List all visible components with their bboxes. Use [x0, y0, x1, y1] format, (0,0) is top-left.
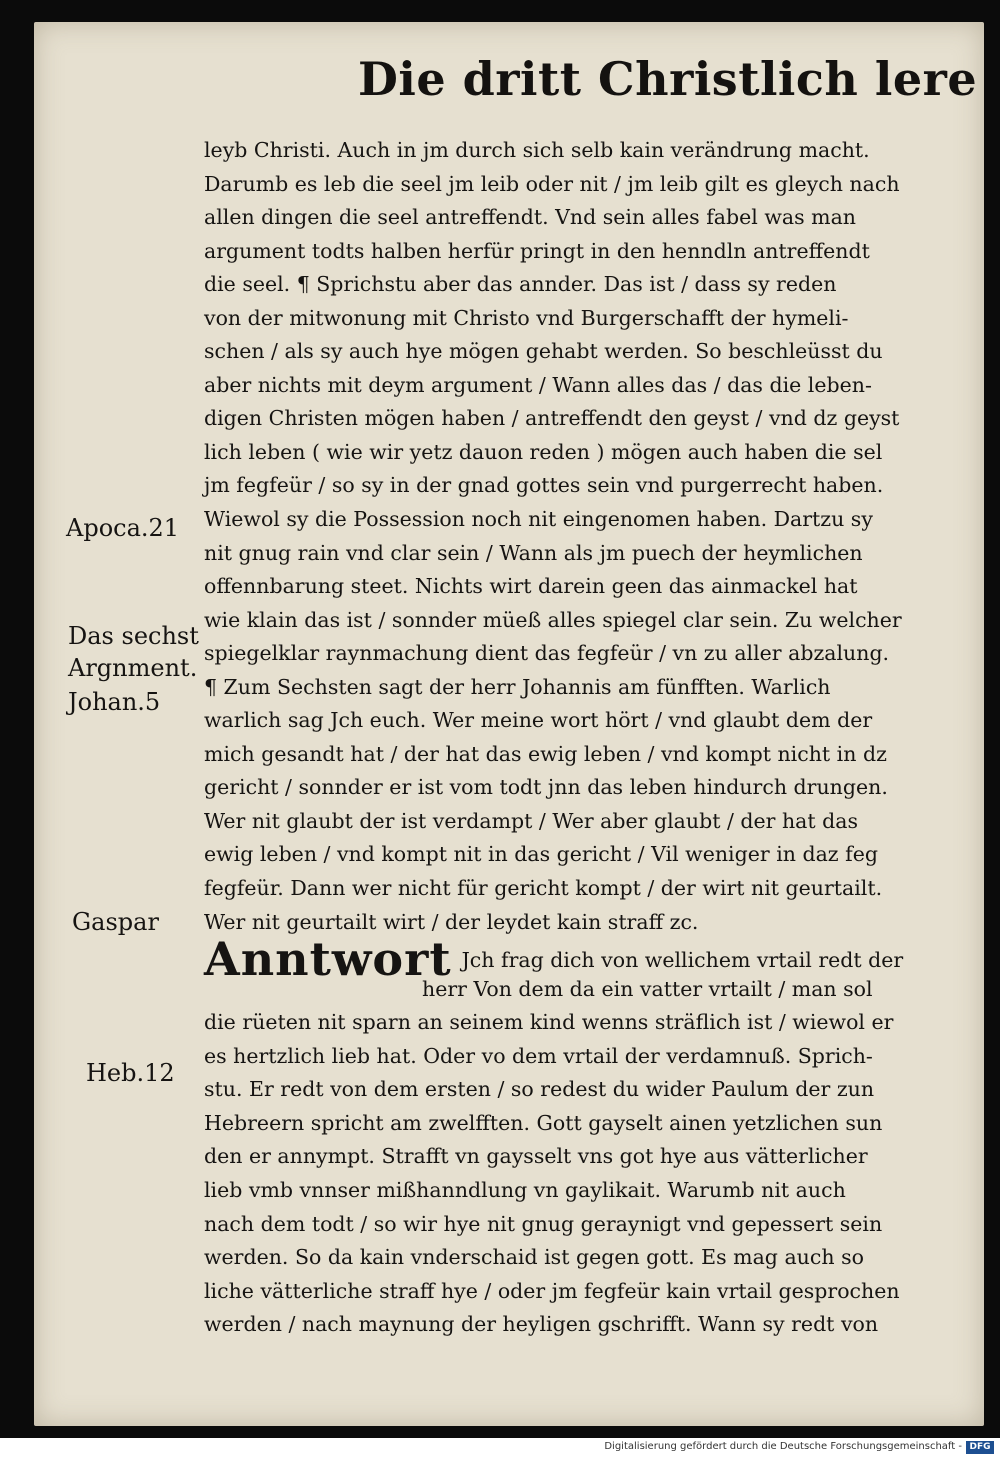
- text-line: Wer nit glaubt der ist verdampt / Wer aber glaubt / der hat das: [204, 808, 858, 833]
- text-line: leyb Christi. Auch in jm durch sich selb kain verändrung macht.: [204, 138, 870, 162]
- text-line: stu. Er redt von dem ersten / so redest du wider Paulum der zun: [204, 1077, 875, 1102]
- margin-note-argument: Argnment.: [68, 654, 198, 682]
- text-line: den er annympt. Strafft vn gaysselt vns got hye aus vätterlicher: [204, 1144, 868, 1169]
- margin-note-heb: Heb.12: [86, 1059, 175, 1087]
- text-line: lich leben ( wie wir yetz dauon reden ) mögen auch haben die sel: [204, 439, 883, 464]
- text-line: schen / als sy auch hye mögen gehabt werden. So beschleüsst du: [204, 339, 883, 364]
- text-line: allen dingen die seel antreffendt. Vnd sein alles fabel was man: [204, 205, 856, 230]
- footer-credit: Digitalisierung gefördert durch die Deutsche Forschungsgemeinschaft -: [604, 1441, 962, 1452]
- text-line: Hebreern spricht am zwelfften. Gott gayselt ainen yetzlichen sun: [204, 1110, 883, 1135]
- answer-line: [204, 932, 952, 987]
- text-line: Wiewol sy die Possession noch nit eingenomen haben. Dartzu sy: [204, 507, 873, 532]
- text-line: Darumb es leb die seel jm leib oder nit / jm leib gilt es gleych nach: [204, 171, 900, 196]
- text-line: Wer nit geurtailt wirt / der leydet kain straff zc.: [204, 909, 699, 934]
- text-line: warlich sag Jch euch. Wer meine wort hört / vnd glaubt dem der: [204, 708, 873, 733]
- text-line: jm fegfeür / so sy in der gnad gottes sein vnd purgerrecht haben.: [204, 473, 884, 498]
- text-line: spiegelklar raynmachung dient das fegfeür / vn zu aller abzalung.: [204, 641, 890, 666]
- text-line: werden / nach maynung der heyligen gschrifft. Wann sy redt von: [204, 1312, 879, 1337]
- footer-bar: [0, 1438, 1000, 1458]
- text-line: ¶ Zum Sechsten sagt der herr Johannis am fünfften. Warlich: [204, 674, 831, 699]
- answer-text: Jch frag dich von wellichem vrtail redt der: [461, 948, 904, 973]
- text-line: ewig leben / vnd kompt nit in das gericht / Vil weniger in daz feg: [204, 842, 878, 867]
- text-line: wie klain das ist / sonnder müeß alles spiegel clar sein. Zu welcher: [204, 607, 902, 632]
- margin-note-sechst: Das sechst: [68, 622, 199, 650]
- text-line: mich gesandt hat / der hat das ewig leben / vnd kompt nicht in dz: [204, 741, 887, 766]
- text-line: es hertzlich lieb hat. Oder vo dem vrtail der verdamnuß. Sprich-: [204, 1043, 873, 1068]
- text-line: gericht / sonnder er ist vom todt jnn das leben hindurch drungen.: [204, 775, 888, 800]
- text-line: nach dem todt / so wir hye nit gnug geraynigt vnd gepessert sein: [204, 1211, 883, 1236]
- text-line: liche vätterliche straff hye / oder jm fegfeür kain vrtail gesprochen: [204, 1278, 900, 1303]
- text-line: nit gnug rain vnd clar sein / Wann als jm puech der heymlichen: [204, 540, 863, 565]
- body-text: [204, 134, 952, 1342]
- text-line: die seel. ¶ Sprichstu aber das annder. Das ist / dass sy reden: [204, 272, 837, 297]
- text-line: fegfeür. Dann wer nicht für gericht kompt / der wirt nit geurtailt.: [204, 876, 883, 901]
- text-line: digen Christen mögen haben / antreffendt den geyst / vnd dz geyst: [204, 406, 900, 431]
- text-line: aber nichts mit deym argument / Wann alles das / das die leben-: [204, 372, 872, 397]
- text-line: von der mitwonung mit Christo vnd Burgerschafft der hymeli-: [204, 305, 849, 330]
- text-line: lieb vmb vnnser mißhanndlung vn gaylikait. Warumb nit auch: [204, 1177, 846, 1202]
- margin-note-gaspar: Gaspar: [72, 908, 159, 936]
- text-line: offennbarung steet. Nichts wirt darein geen das ainmackel hat: [204, 574, 858, 599]
- answer-initial: Anntwort: [204, 932, 452, 987]
- dfg-logo: DFG: [966, 1441, 994, 1454]
- text-line: die rüeten nit sparn an seinem kind wenns sträflich ist / wiewol er: [204, 1010, 894, 1035]
- margin-note-apoca: Apoca.21: [66, 514, 180, 542]
- running-head: Die dritt Christlich lere: [358, 52, 978, 106]
- answer-text: herr Von dem da ein vatter vrtailt / man sol: [422, 976, 873, 1001]
- text-line: werden. So da kain vnderschaid ist gegen gott. Es mag auch so: [204, 1245, 864, 1270]
- margin-note-johan: Johan.5: [68, 688, 161, 716]
- text-line: argument todts halben herfür pringt in den henndln antreffendt: [204, 238, 870, 263]
